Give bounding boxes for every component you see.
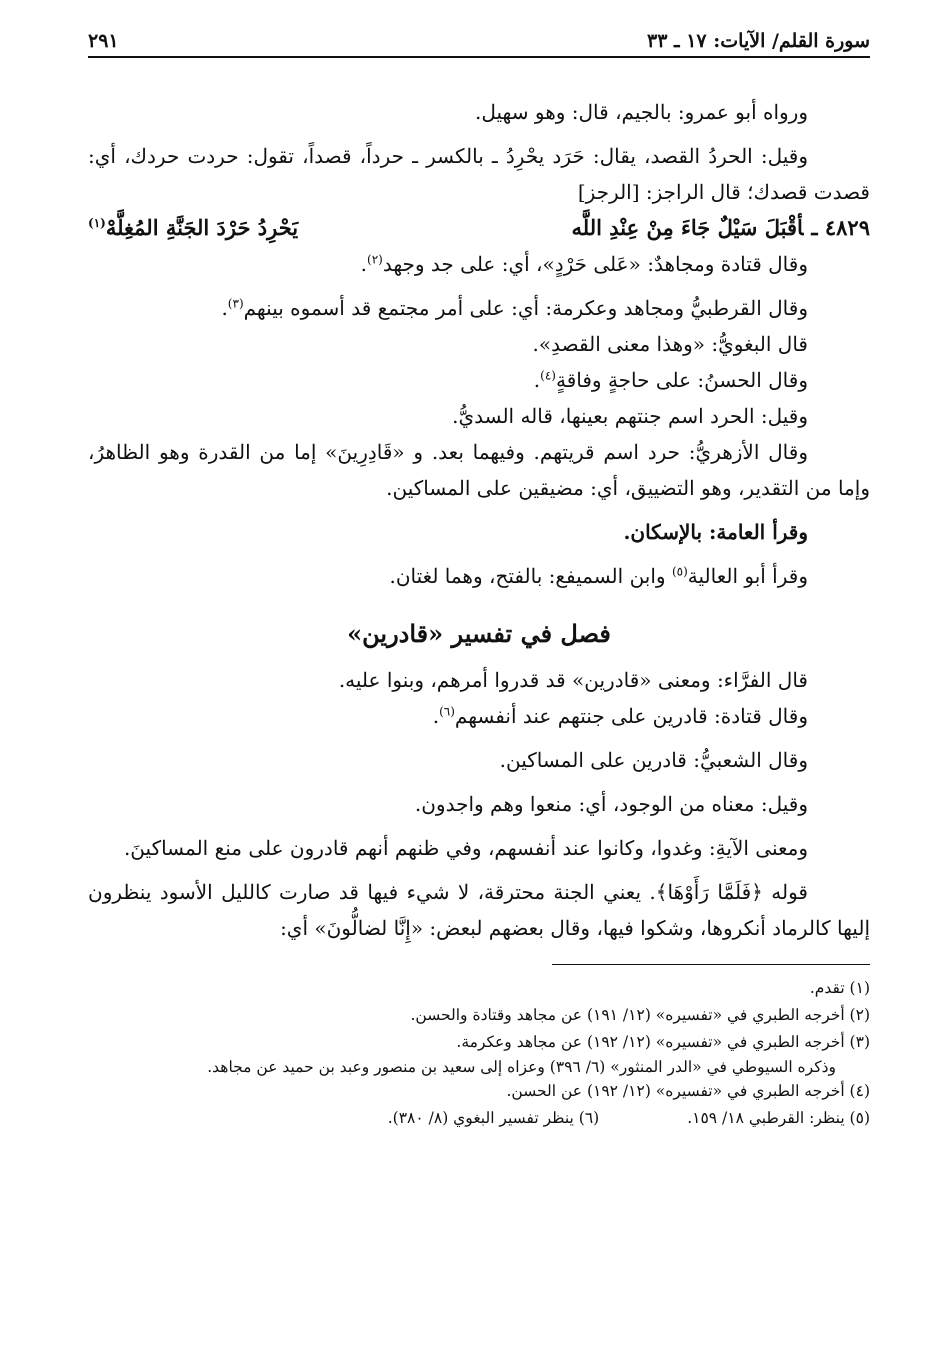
main-text — [88, 94, 870, 946]
paragraph: وقال الأزهريُّ: حرد اسم قريتهم. وفيهما بعد. و «قَادِرِينَ» إما من القدرة وهو الظاهرُ، وإما من التقدير، وهو التضييق، أي: مضيقين على المساكين. — [88, 440, 870, 500]
paragraph — [88, 558, 870, 594]
paragraph: قال الفرَّاء: ومعنى «قادرين» قد قدروا أمرهم، وبنوا عليه. — [338, 668, 808, 692]
footnote: (٣) أخرجه الطبري في «تفسيره» (١٢/ ١٩٢) عن مجاهد وعكرمة. — [456, 1033, 870, 1051]
paragraph: وقيل: معناه من الوجود، أي: منعوا وهم واجدون. — [414, 792, 808, 816]
paragraph: قوله ﴿فَلَمَّا رَأَوْهَا﴾. يعني الجنة محترقة، لا شيء فيها قد صارت كالليل الأسود ينظرون إليها كالرماد أنكروها، وشكوا فيها، وقال بعضهم لبعض: «إِنَّا لضالُّونَ» أي: — [88, 880, 870, 940]
paragraph: وقال الحسنُ: على حاجةٍ وفاقةٍ$^{(٤)}$. — [533, 368, 808, 392]
paragraph-text: وقال قتادة: قادرين على جنتهم عند أنفسهم — [454, 704, 808, 728]
footnotes — [88, 975, 870, 1132]
footnote: (٦) ينظر تفسير البغوي (٨/ ٣٨٠). — [387, 1109, 600, 1127]
page-number: ٢٩١ — [88, 30, 119, 52]
paragraph: وقال قتادة ومجاهدٌ: «عَلى حَرْدٍ»، أي: على جد وجهد$^{(٢)}$. — [360, 252, 808, 276]
paragraph-text: وقال القرطبيُّ ومجاهد وعكرمة: أي: على أمر مجتمع قد أسموه بينهم — [243, 296, 808, 320]
verse-first-half: أقْبَلَ سَيْلٌ جَاءَ مِنْ عِنْدِ اللَّه — [571, 215, 804, 240]
footnote: (٤) أخرجه الطبري في «تفسيره» (١٢/ ١٩٢) عن الحسن. — [506, 1082, 870, 1100]
footnote: (٢) أخرجه الطبري في «تفسيره» (١٢/ ١٩١) عن مجاهد وقتادة والحسن. — [410, 1006, 870, 1024]
verse-second-hemistich — [88, 210, 298, 246]
paragraph: وقال القرطبيُّ ومجاهد وعكرمة: أي: على أمر مجتمع قد أسموه بينهم$^{(٣)}$. — [221, 296, 808, 320]
paragraph-text: وقال قتادة ومجاهدٌ: «عَلى حَرْدٍ»، أي: على جد وجهد — [382, 252, 808, 276]
footnote-row — [88, 1105, 870, 1132]
footnote-ref: (١) — [88, 216, 106, 230]
footnote: (١) تقدم. — [809, 979, 870, 997]
footnote-ref: (٦) — [439, 704, 455, 719]
paragraph: ومعنى الآيةِ: وغدوا، وكانوا عند أنفسهم، وفي ظنهم أنهم قادرون على منع المساكينَ. — [123, 836, 808, 860]
footnote-ref: (٥) — [671, 564, 688, 579]
paragraph: وقال الشعبيُّ: قادرين على المساكين. — [499, 748, 808, 772]
running-title: سورة القلم/ الآيات: ١٧ ـ ٣٣ — [647, 30, 870, 52]
paragraph: ورواه أبو عمرو: بالجيم، قال: وهو سهيل. — [475, 100, 808, 124]
footnote-continuation: وذكره السيوطي في «الدر المنثور» (٦/ ٣٩٦) وعزاه إلى سعيد بن منصور وعبد بن حميد عن مجاهد. — [207, 1058, 836, 1076]
footnote-ref: (٤) — [540, 368, 556, 383]
footnote-ref: (٢) — [367, 252, 383, 267]
footnote-ref: (٣) — [227, 296, 244, 311]
paragraph: وقرأ العامة: بالإسكان. — [623, 520, 808, 544]
paragraph: وقيل: الحردُ القصد، يقال: حَرَد يحْرِدُ ـ بالكسر ـ حرداً، قصداً، تقول: حردت حردك، أي: قصدت قصدك؛ قال الراجز: [الرجز] — [88, 144, 870, 204]
verse-first-hemistich — [572, 210, 871, 246]
verse-number: ٤٨٢٩ ـ — [811, 215, 870, 240]
footnote: (٥) ينظر: القرطبي ١٨/ ١٥٩. — [687, 1109, 870, 1127]
footnote-separator — [552, 964, 870, 965]
poetry-verse — [88, 210, 870, 246]
section-heading: فصل في تفسير «قادرين» — [347, 619, 611, 648]
page-header — [88, 26, 870, 58]
paragraph-text: وابن السميفع: بالفتح، وهما لغتان. — [389, 564, 666, 588]
paragraph-text: وقال الحسنُ: على حاجةٍ وفاقةٍ — [555, 368, 808, 392]
verse-second-half: يَحْرِدُ حَرْدَ الجَنَّةِ المُغِلَّهْ — [105, 215, 299, 240]
paragraph: وقيل: الحرد اسم جنتهم بعينها، قاله السديُّ. — [452, 404, 808, 428]
book-page — [88, 26, 870, 1132]
paragraph: وقال قتادة: قادرين على جنتهم عند أنفسهم$^{(٦)}$. — [432, 704, 808, 728]
paragraph: قال البغويُّ: «وهذا معنى القصدِ». — [532, 332, 808, 356]
paragraph-text: وقرأ أبو العالية — [687, 564, 808, 588]
